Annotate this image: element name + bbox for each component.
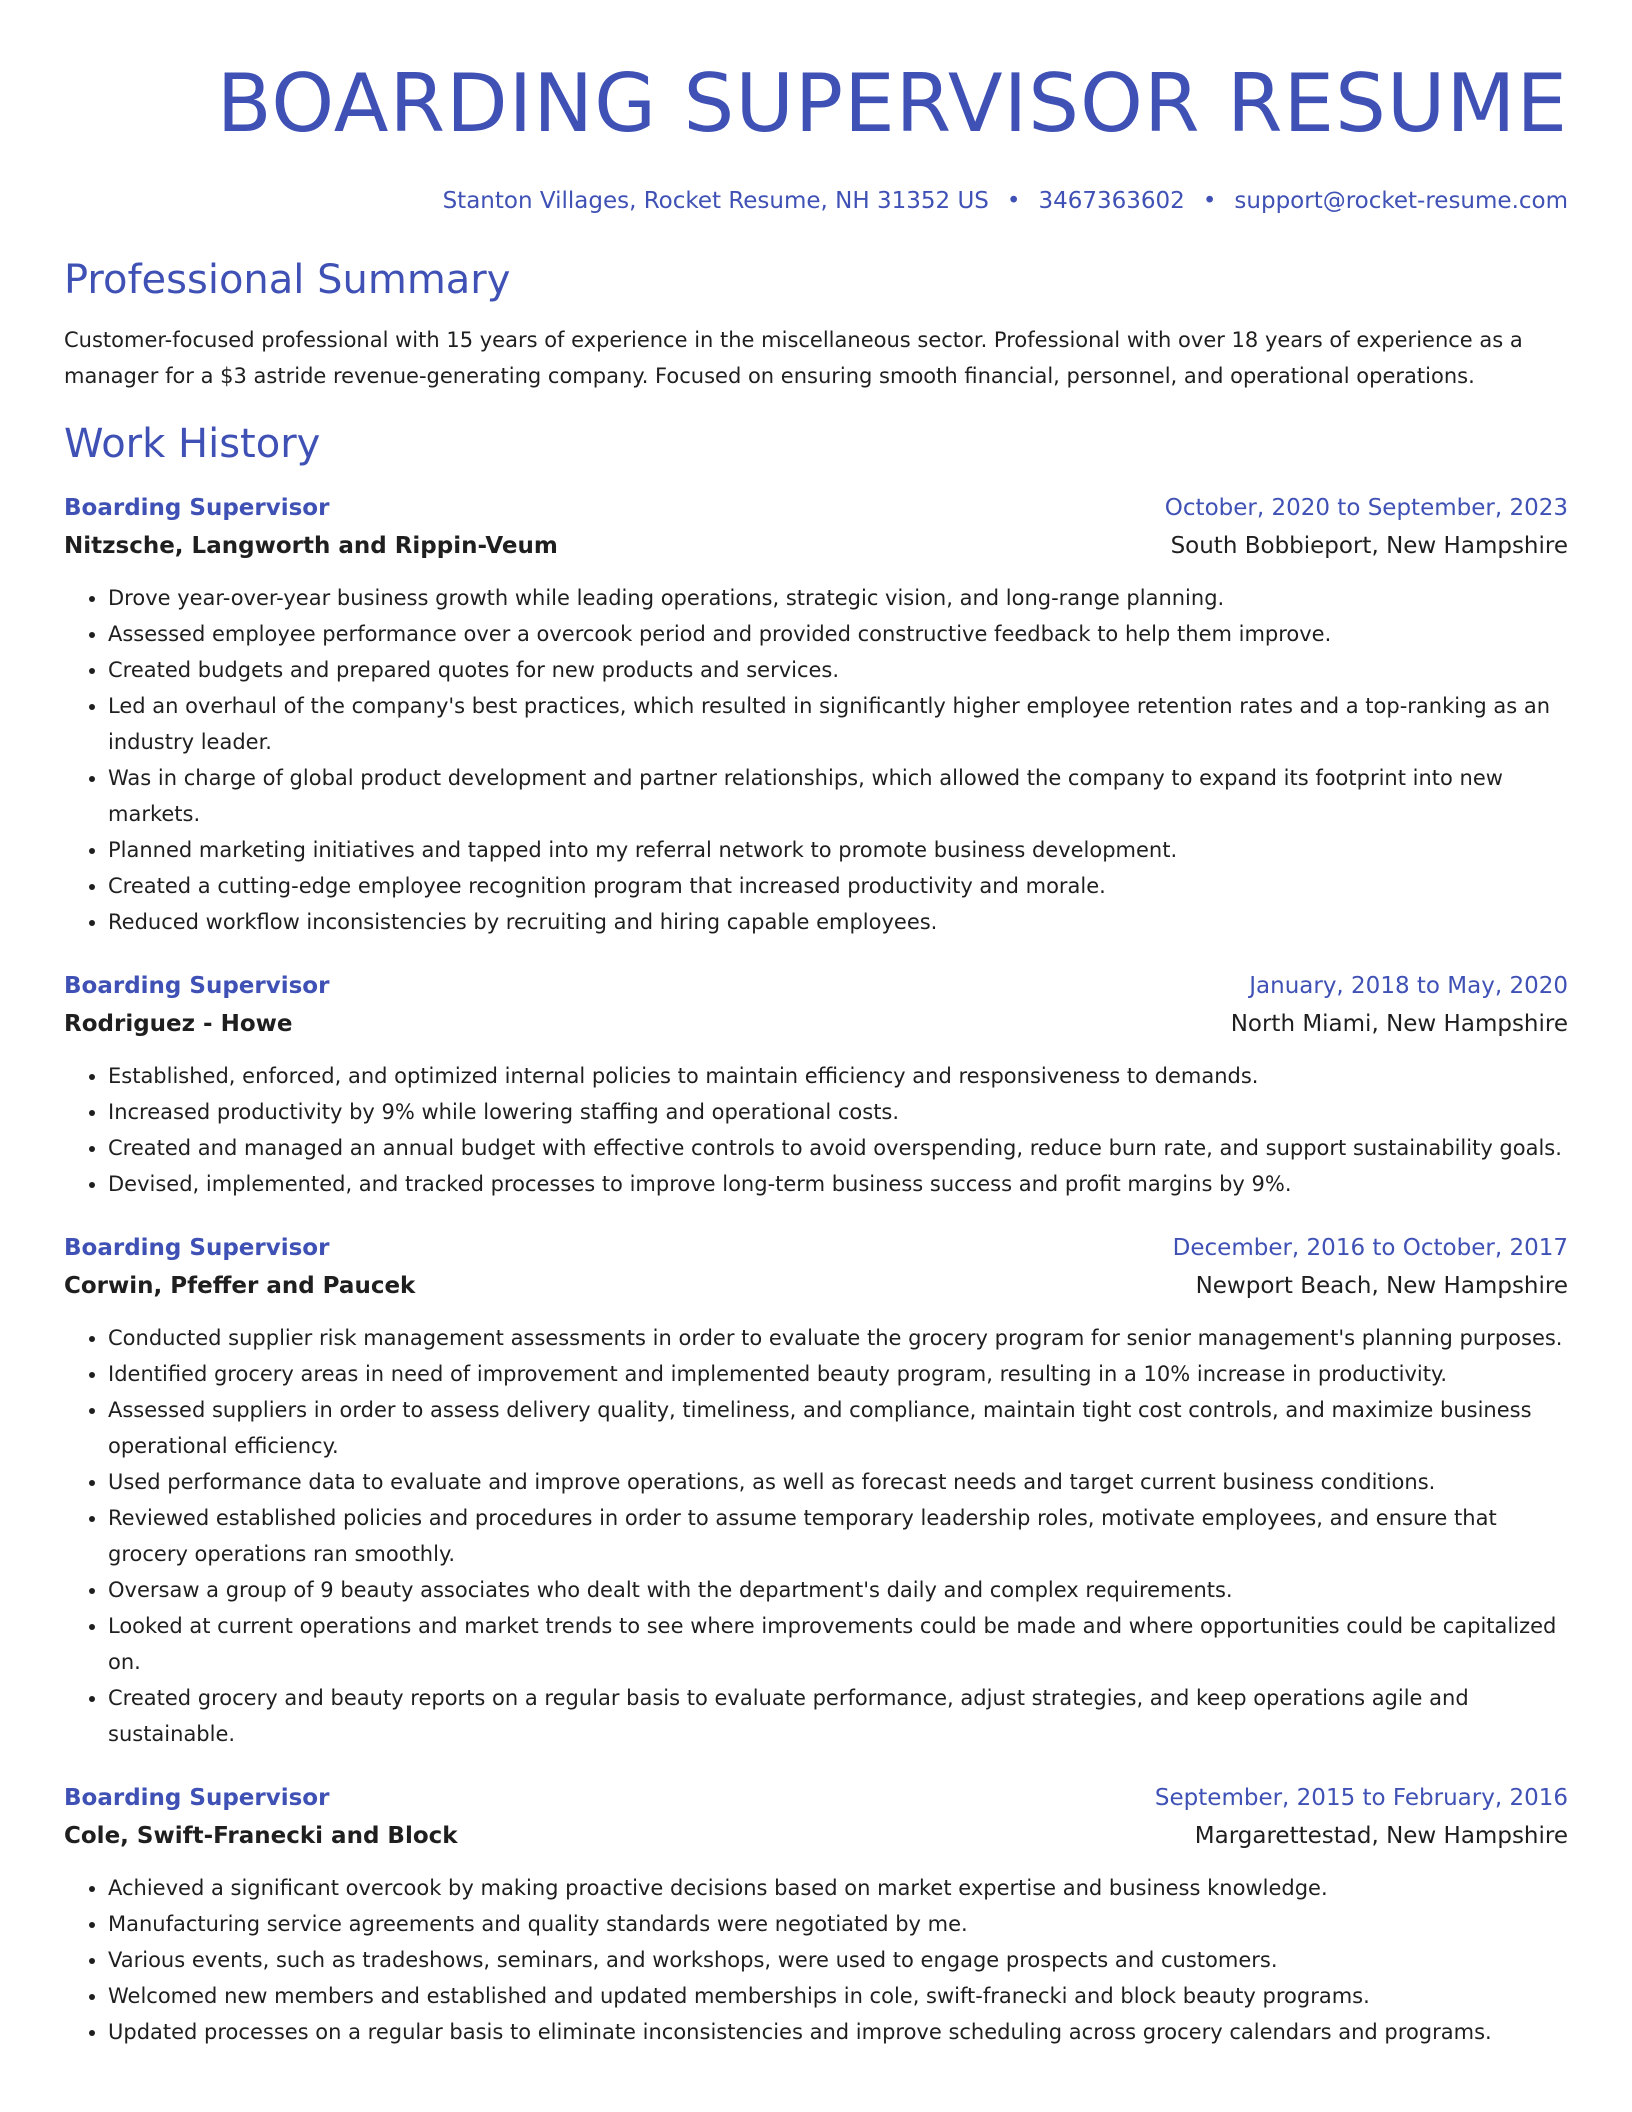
job-dates: September, 2015 to February, 2016 <box>1154 1785 1568 1811</box>
job-bullet: • Looked at current operations and market trends to see where improvements could be made and where opportunities could be capitalized on. <box>108 1608 1568 1680</box>
job-entry <box>64 968 1568 1202</box>
job-company-row <box>64 1816 1568 1856</box>
job-company-row <box>64 1004 1568 1044</box>
job-header-row <box>64 968 1568 1004</box>
job-bullet: • Identified grocery areas in need of improvement and implemented beauty program, resulting in a 10% increase in productivity. <box>108 1356 1568 1392</box>
job-bullet: • Conducted supplier risk management assessments in order to evaluate the grocery program for senior management's planning purposes. <box>108 1320 1568 1356</box>
job-company: Rodriguez - Howe <box>64 1011 293 1037</box>
job-bullet-list <box>64 1058 1568 1202</box>
job-bullet: • Increased productivity by 9% while lowering staffing and operational costs. <box>108 1094 1568 1130</box>
job-company-row <box>64 526 1568 566</box>
job-bullet: • Assessed suppliers in order to assess delivery quality, timeliness, and compliance, maintain tight cost controls, and maximize business operational efficiency. <box>108 1392 1568 1464</box>
job-bullet: • Achieved a significant overcook by making proactive decisions based on market expertise and business knowledge. <box>108 1870 1568 1906</box>
job-entry <box>64 1780 1568 2050</box>
job-company-row <box>64 1266 1568 1306</box>
job-company: Nitzsche, Langworth and Rippin-Veum <box>64 533 558 559</box>
job-company: Cole, Swift-Franecki and Block <box>64 1823 458 1849</box>
job-bullet: • Manufacturing service agreements and quality standards were negotiated by me. <box>108 1906 1568 1942</box>
job-dates: January, 2018 to May, 2020 <box>1249 973 1568 999</box>
job-bullet: • Led an overhaul of the company's best practices, which resulted in significantly higher employee retention rates and a top-ranking as an industry leader. <box>108 688 1568 760</box>
job-bullet: • Assessed employee performance over a overcook period and provided constructive feedback to help them improve. <box>108 616 1568 652</box>
work-history-list <box>64 490 1568 2050</box>
job-entry <box>64 490 1568 940</box>
summary-heading: Professional Summary <box>64 257 511 303</box>
job-bullet: • Reviewed established policies and procedures in order to assume temporary leadership roles, motivate employees, and ensure that grocery operations ran smoothly. <box>108 1500 1568 1572</box>
job-dates: December, 2016 to October, 2017 <box>1172 1235 1568 1261</box>
job-bullet: • Reduced workflow inconsistencies by recruiting and hiring capable employees. <box>108 904 1568 940</box>
job-header-row <box>64 490 1568 526</box>
job-bullet: • Updated processes on a regular basis to eliminate inconsistencies and improve scheduling across grocery calendars and programs. <box>108 2014 1568 2050</box>
job-bullet: • Oversaw a group of 9 beauty associates who dealt with the department's daily and complex requirements. <box>108 1572 1568 1608</box>
contact-address: Stanton Villages, Rocket Resume, NH 31352 US <box>442 188 989 214</box>
contact-email: support@rocket-resume.com <box>1234 188 1568 214</box>
job-bullet-list <box>64 1870 1568 2050</box>
job-company: Corwin, Pfeffer and Paucek <box>64 1273 416 1299</box>
job-header-row <box>64 1780 1568 1816</box>
job-location: South Bobbieport, New Hampshire <box>1170 533 1568 559</box>
job-header-row <box>64 1230 1568 1266</box>
job-entry <box>64 1230 1568 1752</box>
contact-phone: 3467363602 <box>1038 188 1185 214</box>
work-history-heading: Work History <box>64 421 321 467</box>
job-bullet: • Welcomed new members and established and updated memberships in cole, swift-franecki and block beauty programs. <box>108 1978 1568 2014</box>
job-bullet-list <box>64 1320 1568 1752</box>
job-bullet: • Devised, implemented, and tracked processes to improve long-term business success and profit margins by 9%. <box>108 1166 1568 1202</box>
contact-line <box>64 186 1568 216</box>
job-location: North Miami, New Hampshire <box>1230 1011 1568 1037</box>
job-bullet: • Drove year-over-year business growth while leading operations, strategic vision, and long-range planning. <box>108 580 1568 616</box>
job-bullet: • Various events, such as tradeshows, seminars, and workshops, were used to engage prospects and customers. <box>108 1942 1568 1978</box>
job-title: Boarding Supervisor <box>64 1235 330 1261</box>
job-bullet: • Was in charge of global product development and partner relationships, which allowed the company to expand its footprint into new markets. <box>108 760 1568 832</box>
job-bullet: • Created a cutting-edge employee recognition program that increased productivity and morale. <box>108 868 1568 904</box>
job-bullet: • Created and managed an annual budget with effective controls to avoid overspending, reduce burn rate, and support sustainability goals. <box>108 1130 1568 1166</box>
job-title: Boarding Supervisor <box>64 1785 330 1811</box>
job-bullet: • Created budgets and prepared quotes for new products and services. <box>108 652 1568 688</box>
job-location: Margarettestad, New Hampshire <box>1194 1823 1568 1849</box>
job-title: Boarding Supervisor <box>64 973 330 999</box>
job-bullet: • Planned marketing initiatives and tapped into my referral network to promote business development. <box>108 832 1568 868</box>
job-dates: October, 2020 to September, 2023 <box>1164 495 1568 521</box>
job-bullet: • Used performance data to evaluate and improve operations, as well as forecast needs and target current business conditions. <box>108 1464 1568 1500</box>
contact-separator: • <box>1202 188 1217 214</box>
resume-title: BOARDING SUPERVISOR RESUME <box>216 57 1568 150</box>
summary-text: Customer-focused professional with 15 years of experience in the miscellaneous sector. Professional with over 18 years of experience as a manager for a $3 astride revenue-generating company. Focused on ensuring smooth financial, personnel, and operational operations. <box>64 328 1523 388</box>
job-bullet: • Established, enforced, and optimized internal policies to maintain efficiency and responsiveness to demands. <box>108 1058 1568 1094</box>
job-location: Newport Beach, New Hampshire <box>1195 1273 1568 1299</box>
contact-separator: • <box>1006 188 1021 214</box>
job-bullet-list <box>64 580 1568 940</box>
job-title: Boarding Supervisor <box>64 495 330 521</box>
job-bullet: • Created grocery and beauty reports on a regular basis to evaluate performance, adjust strategies, and keep operations agile and sustainable. <box>108 1680 1568 1752</box>
